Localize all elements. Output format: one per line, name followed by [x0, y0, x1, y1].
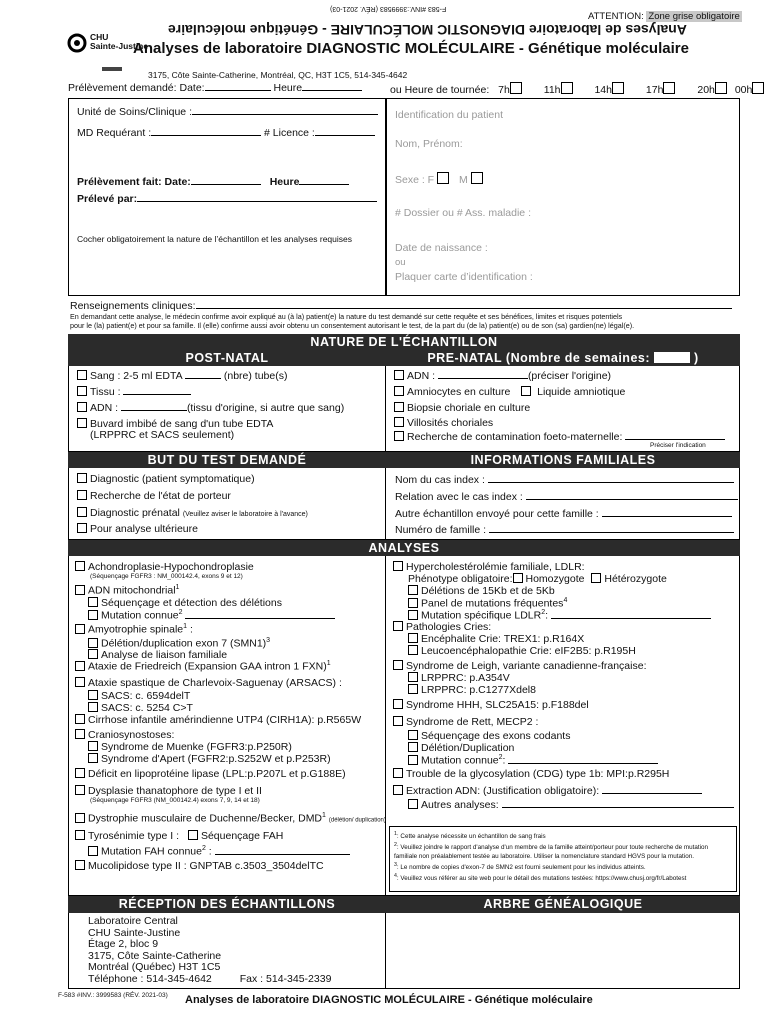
achondroplasie-checkbox[interactable] [75, 561, 85, 571]
mito-mutation-field[interactable] [185, 610, 335, 619]
tubes-field[interactable] [185, 370, 221, 379]
apert-checkbox[interactable] [88, 753, 98, 763]
trex1-checkbox[interactable] [408, 633, 418, 643]
cocher-note: Cocher obligatoirement la nature de l’échantillon et les analyses requises [77, 234, 352, 244]
adn-mito-checkbox[interactable] [75, 585, 85, 595]
adn-post-checkbox[interactable] [77, 402, 87, 412]
fait-heure-field[interactable] [299, 176, 349, 185]
form-code-mirrored: F-583 #INV.:3999583 (RÉV. 2021-03) [330, 5, 447, 12]
sacs-5254-checkbox[interactable] [88, 702, 98, 712]
adn-post-field[interactable] [121, 402, 187, 411]
title: Analyses de laboratoire DIAGNOSTIC MOLÉCULAIRE - Génétique moléculaire [133, 40, 689, 57]
porteur-checkbox[interactable] [77, 490, 87, 500]
reception-line: Montréal (Québec) H3T 1C5 [88, 961, 221, 974]
preleve-label: Prélevé par: [77, 193, 138, 205]
hour-7h-checkbox[interactable] [510, 82, 522, 94]
sacs-6594-checkbox[interactable] [88, 690, 98, 700]
adn-pre-field[interactable] [438, 370, 528, 379]
hhh-checkbox[interactable] [393, 699, 403, 709]
nom-label[interactable]: Nom, Prénom: [395, 138, 463, 150]
footer-code: F-583 #INV.: 3999583 (RÉV. 2021-03) [58, 992, 168, 999]
thanatophore-checkbox[interactable] [75, 785, 85, 795]
deletions-15kb-checkbox[interactable] [408, 585, 418, 595]
fait-heure-label: Heure [269, 176, 300, 188]
consent-text-2: pour le (la) patient(e) et pour sa famille. Il (elle) confirme aussi avoir obtenu un consentement autorisant le test, de la part du (de la) patient(e) ou de son (sa) gardien(ne) légal(e). [70, 321, 635, 330]
hour-00h: 00h [734, 84, 753, 96]
post-natal-title: POST-NATAL [68, 350, 386, 366]
diagnostic-checkbox[interactable] [77, 473, 87, 483]
heterozygote-checkbox[interactable] [591, 573, 601, 583]
attention-value: Zone grise obligatoire [648, 11, 740, 22]
prelevement-label: Prélèvement demandé: Date: [68, 82, 205, 94]
autres-checkbox[interactable] [408, 799, 418, 809]
arbre-title: ARBRE GÉNÉALOGIQUE [386, 896, 740, 913]
muenke-checkbox[interactable] [88, 741, 98, 751]
rett-mutation-field[interactable] [508, 755, 658, 764]
lrpprc-a354v-checkbox[interactable] [408, 672, 418, 682]
footer-title: Analyses de laboratoire DIAGNOSTIC MOLÉCULAIRE - Génétique moléculaire [185, 994, 593, 1006]
reception-line: Laboratoire Central [88, 915, 178, 927]
cas-index-field[interactable] [488, 474, 734, 483]
friedreich-checkbox[interactable] [75, 661, 85, 671]
preciser-indication: Préciser l'indication [650, 442, 706, 449]
semaines-field[interactable] [654, 352, 690, 363]
eif2b5-checkbox[interactable] [408, 645, 418, 655]
reception-title: RÉCEPTION DES ÉCHANTILLONS [68, 896, 386, 913]
arsacs-checkbox[interactable] [75, 677, 85, 687]
achondroplasie-note: (Séquençage FGFR3 : NM_000142.4, exons 9 et 12) [90, 573, 243, 580]
reception-line: CHU Sainte-Justine [88, 926, 181, 939]
hour-11h: 11h [543, 84, 561, 96]
naissance-label[interactable]: Date de naissance : [395, 242, 488, 254]
nature-title: NATURE DE L'ÉCHANTILLON [68, 334, 740, 350]
address: 3175, Côte Sainte-Catherine, Montréal, QC, H3T 1C5, 514-345-4642 [148, 70, 408, 80]
ou-label: ou [395, 257, 406, 268]
rett-mutation-checkbox[interactable] [408, 755, 418, 765]
liquide-checkbox[interactable] [521, 386, 531, 396]
mutation-ldlr-field[interactable] [551, 610, 711, 619]
fait-date-field[interactable] [191, 176, 261, 185]
tissu-checkbox[interactable] [77, 386, 87, 396]
heure-field[interactable] [302, 82, 362, 91]
arbre-area[interactable] [386, 913, 740, 989]
mutation-ldlr-checkbox[interactable] [408, 610, 418, 620]
reception-line: Téléphone : 514-345-4642 [88, 972, 212, 985]
reception-fax: Fax : 514-345-2339 [239, 972, 332, 985]
sexe-m-label: M [458, 174, 468, 186]
pre-natal-title: PRE-NATAL (Nombre de semaines: [427, 351, 651, 365]
amyotrophie-checkbox[interactable] [75, 624, 85, 634]
chu-logo-icon [66, 32, 88, 54]
buvard-checkbox[interactable] [77, 418, 87, 428]
heure-label: Heure [273, 82, 303, 94]
licence-label: # Licence : [264, 127, 315, 139]
fah-mutation-field[interactable] [215, 846, 350, 855]
footnotes-box: $^1$: Cette analyse nécessite un échantillon de sang frais $^2$: Veuillez joindre le rapport d'analyse d'un membre de la famille atteint/porteur pour toute recherche de mutation familiale non préalablement testée au laboratoire. Utiliser la nomenclature standard HGVS pour la mutation. $^3$: Le nombre de copies d'exon-7 de SMN2 est fourni seulement pour les individus atteints. $^4$: Veuillez vous référer au site web pour le détail des mutations testées: https://www.chusj.org/fr/Labotest [389, 826, 737, 892]
autre-echantillon-field[interactable] [602, 508, 732, 517]
hour-14h: 14h [594, 84, 612, 96]
md-field[interactable] [151, 127, 261, 136]
lpl-checkbox[interactable] [75, 768, 85, 778]
mito-sequencage-checkbox[interactable] [88, 597, 98, 607]
consent-text-1: En demandant cette analyse, le médecin confirme avoir expliqué au (à la) patient(e) la nature du test demandé sur cette requête et ses bénéfices, limites et risques potentiels [70, 312, 623, 321]
hour-7h: 7h [498, 84, 510, 96]
relation-field[interactable] [526, 491, 738, 500]
rett-checkbox[interactable] [393, 716, 403, 726]
thanatophore-note: (Séquençage FGFR3 (NM_000142.4) exons 7, 9, 14 et 18) [90, 797, 260, 804]
lrpprc-c1277-checkbox[interactable] [408, 684, 418, 694]
tournee-label: ou Heure de tournée: [390, 84, 490, 96]
hour-17h-checkbox[interactable] [663, 82, 675, 94]
cries-checkbox[interactable] [393, 621, 403, 631]
sexe-m-checkbox[interactable] [471, 172, 483, 184]
licence-field[interactable] [315, 127, 375, 136]
logo-line2: Sainte-Justine [90, 41, 149, 51]
mito-mutation-checkbox[interactable] [88, 610, 98, 620]
cirrhose-checkbox[interactable] [75, 714, 85, 724]
quebec-logo-icon [102, 60, 122, 68]
panel-mutations-checkbox[interactable] [408, 598, 418, 608]
biopsie-checkbox[interactable] [394, 402, 404, 412]
ldlr-checkbox[interactable] [393, 561, 403, 571]
rett-sequencage-checkbox[interactable] [408, 730, 418, 740]
sexe-f-checkbox[interactable] [437, 172, 449, 184]
dossier-label[interactable]: # Dossier ou # Ass. maladie : [395, 207, 531, 219]
hour-20h: 20h [697, 84, 715, 96]
unite-field[interactable] [192, 106, 378, 115]
craniosynostoses-checkbox[interactable] [75, 729, 85, 739]
analyses-title: ANALYSES [68, 540, 740, 556]
cdg-checkbox[interactable] [393, 768, 403, 778]
renseignements-label: Renseignements cliniques: [70, 300, 196, 312]
carte-label[interactable]: Plaquer carte d’identification : [395, 271, 533, 283]
tyrosinemie-checkbox[interactable] [75, 830, 85, 840]
reception-line: 3175, Côte Sainte-Catherine [88, 949, 222, 962]
sang-checkbox[interactable] [77, 370, 87, 380]
fait-label: Prélèvement fait: Date: [77, 176, 191, 188]
logo-line1: CHU [90, 32, 109, 42]
prenatal-diag-checkbox[interactable] [77, 507, 87, 517]
contamination-checkbox[interactable] [394, 431, 404, 441]
buvard-note: (LRPPRC et SACS seulement) [90, 429, 235, 441]
renseignements-field[interactable] [196, 300, 732, 309]
patient-block [386, 98, 740, 296]
hour-14h-checkbox[interactable] [612, 82, 624, 94]
preleve-field[interactable] [137, 193, 377, 202]
md-label: MD Requérant : [77, 127, 152, 139]
mucolipidose-checkbox[interactable] [75, 860, 85, 870]
homozygote-checkbox[interactable] [513, 573, 523, 583]
contamination-field[interactable] [625, 431, 725, 440]
sexe-label: Sexe : F [395, 174, 435, 186]
attention-label: ATTENTION: [588, 11, 644, 22]
but-title: BUT DU TEST DEMANDÉ [68, 452, 386, 468]
reception-line: Étage 2, bloc 9 [88, 938, 159, 951]
fah-mutation-checkbox[interactable] [88, 846, 98, 856]
villosites-checkbox[interactable] [394, 417, 404, 427]
extraction-checkbox[interactable] [393, 785, 403, 795]
hour-00h-checkbox[interactable] [752, 82, 764, 94]
patient-id-label: Identification du patient [395, 109, 503, 121]
liaison-checkbox[interactable] [88, 649, 98, 659]
smn1-checkbox[interactable] [88, 638, 98, 648]
infos-title: INFORMATIONS FAMILIALES [386, 452, 740, 468]
adn-pre-checkbox[interactable] [394, 370, 404, 380]
autres-field[interactable] [502, 799, 734, 808]
ulterieure-checkbox[interactable] [77, 523, 87, 533]
rett-deletion-checkbox[interactable] [408, 742, 418, 752]
hour-20h-checkbox[interactable] [715, 82, 727, 94]
amniocytes-checkbox[interactable] [394, 386, 404, 396]
unite-label: Unité de Soins/Clinique : [77, 106, 192, 118]
title-mirrored: Analyses de laboratoire DIAGNOSTIC MOLÉCULAIRE - Génétique moléculaire [168, 22, 687, 38]
dmd-checkbox[interactable] [75, 813, 85, 823]
leigh-checkbox[interactable] [393, 660, 403, 670]
fah-sequencage-checkbox[interactable] [188, 830, 198, 840]
numero-famille-field[interactable] [489, 524, 734, 533]
hour-17h: 17h [645, 84, 664, 96]
extraction-field[interactable] [602, 785, 702, 794]
date-field[interactable] [205, 82, 271, 91]
hour-11h-checkbox[interactable] [561, 82, 573, 94]
tissu-field[interactable] [123, 386, 191, 395]
